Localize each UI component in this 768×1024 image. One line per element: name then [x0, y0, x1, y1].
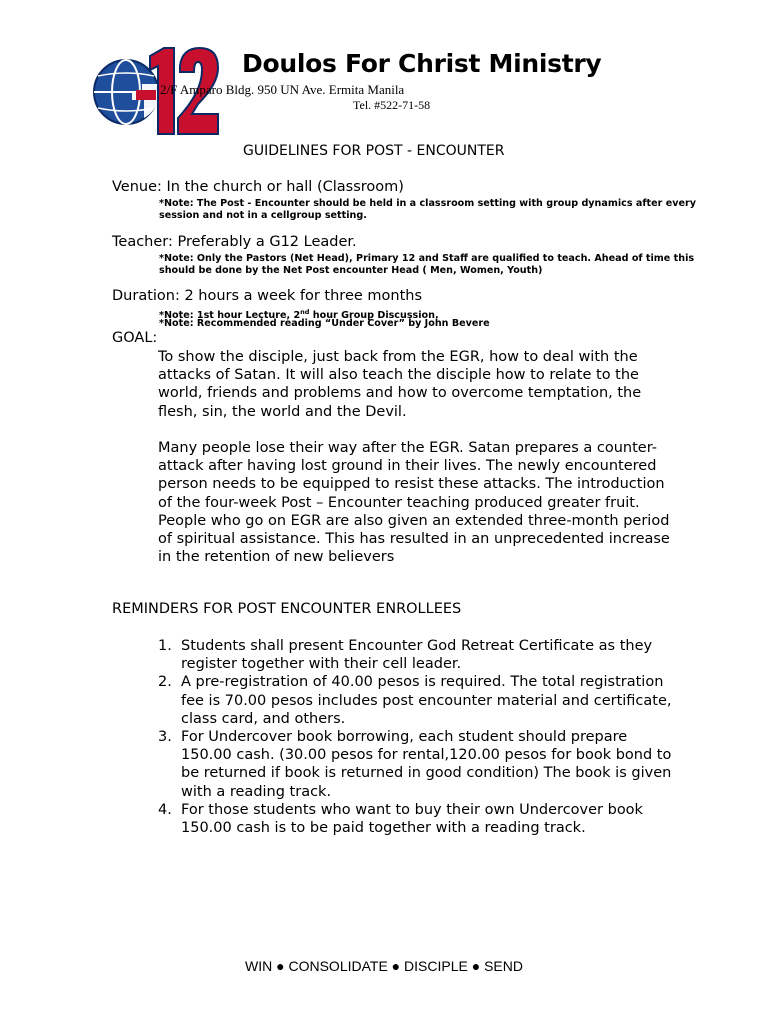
- goal-paragraph-1: [158, 348, 678, 421]
- duration-note-1-superscript: nd: [300, 308, 310, 316]
- list-item-text: Students shall present Encounter God Retreat Certificate as they register together with their cell leader.: [181, 638, 653, 673]
- organization-address: 2/F Amparo Bldg. 950 UN Ave. Ermita Manila: [160, 82, 405, 97]
- goal-label: GOAL:: [112, 330, 158, 346]
- goal-paragraph-1-text: To show the disciple, just back from the EGR, how to deal with the attacks of Satan. It will also teach the disciple how to relate to the world, friends and problems and how to overcome temptation, the flesh, sin, the world and the Devil.: [158, 349, 642, 420]
- venue-label: Venue: In the church or hall (Classroom): [112, 179, 404, 195]
- duration-note-1-end: hour Group Discussion.: [309, 310, 439, 322]
- list-item-number: 1.: [158, 638, 172, 654]
- organization-name: Doulos For Christ Ministry: [242, 49, 602, 78]
- list-item-number: 3.: [158, 729, 172, 746]
- list-item-number: 4.: [158, 801, 172, 818]
- list-item: [158, 637, 678, 673]
- globe-icon: [94, 60, 158, 124]
- reminders-title: REMINDERS FOR POST ENCOUNTER ENROLLEES: [112, 601, 462, 617]
- organization-telephone: Tel. #522-71-58: [353, 98, 431, 112]
- list-item: [158, 673, 678, 728]
- teacher-label: Teacher: Preferably a G12 Leader.: [112, 234, 357, 250]
- venue-note: *Note: The Post - Encounter should be held in a classroom setting with group dynamics after every session and not in a cellgroup setting.: [159, 198, 696, 221]
- list-item-text: For Undercover book borrowing, each student should prepare 150.00 cash. (30.00 pesos for rental,120.00 pesos for book bond to be returned if book is returned in good condition) The book is given with a reading track.: [181, 729, 672, 800]
- goal-paragraph-2: [158, 439, 678, 566]
- document-title: GUIDELINES FOR POST - ENCOUNTER: [243, 143, 505, 159]
- list-item-text: For those students who want to buy their own Undercover book 150.00 cash is to be paid together with a reading track.: [181, 801, 643, 837]
- list-item: [158, 728, 678, 801]
- duration-label: Duration: 2 hours a week for three months: [112, 288, 423, 304]
- duration-note-1-start: *Note: 1st hour Lecture, 2: [159, 310, 301, 322]
- reminders-list: [158, 637, 678, 837]
- teacher-note: *Note: Only the Pastors (Net Head), Primary 12 and Staff are qualified to teach. Ahead of time this should be done by the Net Post encounter Head ( Men, Women, Youth): [159, 253, 695, 276]
- goal-paragraph-2-text: Many people lose their way after the EGR. Satan prepares a counter-attack after having lost ground in their lives. The newly encountered person needs to be equipped to resist these attacks. The introduction of the four-week Post – Encounter teaching produced greater fruit. People who go on EGR are also given an extended three-month period of spiritual assistance. This has resulted in an unprecedented increase in the retention of new believers: [158, 440, 670, 566]
- duration-note-2: *Note: Recommended reading “Under Cover” by John Bevere: [159, 318, 490, 329]
- list-item-text: A pre-registration of 40.00 pesos is required. The total registration fee is 70.00 pesos includes post encounter material and certificate, class card, and others.: [181, 674, 672, 727]
- list-item: [158, 801, 678, 837]
- list-item-number: 2.: [158, 674, 172, 691]
- footer-motto: WIN ● CONSOLIDATE ● DISCIPLE ● SEND: [245, 958, 523, 974]
